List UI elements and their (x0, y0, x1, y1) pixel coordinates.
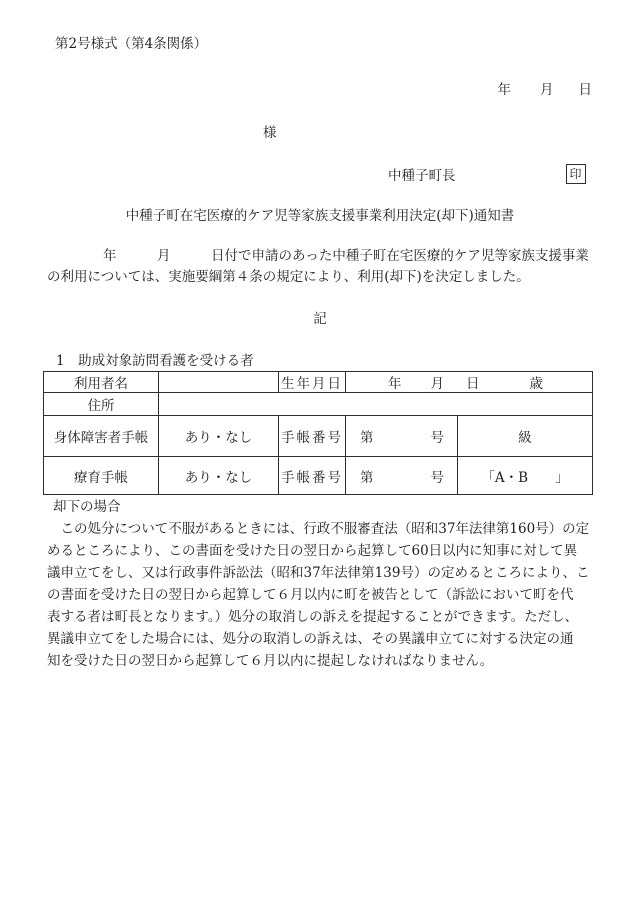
addressee-line (47, 126, 593, 140)
date-day-label: 日 (578, 82, 592, 98)
certificate-label-cell: 療育手帳 (44, 457, 159, 495)
table-row-address (44, 393, 593, 416)
date-line (47, 83, 593, 97)
rejection-line: の書面を受けた日の翌日から起算して６月以内に町を被告として（訴訟において町を代 (47, 587, 574, 603)
body-paragraph (47, 246, 593, 288)
rejection-line: 異議申立てをした場合には、処分の取消しの訴えは、その異議申立てに対する決定の通 (47, 631, 574, 647)
recipient-info-table (43, 371, 593, 495)
certificate-number-value-cell (346, 416, 458, 457)
have-options-cell: あり・なし (159, 416, 279, 457)
document-title: 中種子町在宅医療的ケア児等家族支援事業利用決定(却下)通知書 (125, 208, 515, 224)
number-suffix-label: 号 (430, 469, 444, 486)
certificate-number-label-cell: 手帳番号 (279, 416, 346, 457)
address-label-cell: 住所 (44, 393, 159, 416)
grade-cell: 「A・B 」 (458, 457, 593, 495)
rejection-paragraph (47, 518, 593, 672)
table-row-rehabilitation-certificate (44, 457, 593, 495)
birth-date-value-cell (346, 372, 593, 393)
mayor-title: 中種子町長 (388, 168, 456, 184)
date-month-label: 月 (540, 82, 554, 98)
number-prefix-label: 第 (360, 430, 374, 446)
birth-month-label: 月 (430, 376, 444, 392)
number-prefix-label: 第 (360, 469, 374, 486)
rejection-line: 表する者は町長となります。）処分の取消しの訴えを提起することができます。ただし、 (47, 609, 579, 625)
date-year-label: 年 (497, 82, 511, 98)
body-line: の利用については、実施要綱第４条の規定により、利用(却下)を決定しました。 (47, 269, 530, 285)
birth-date-label-cell: 生年月日 (279, 372, 346, 393)
form-number: 第2号様式（第4条関係） (55, 36, 208, 52)
certificate-label-cell: 身体障害者手帳 (44, 416, 159, 457)
have-options-cell: あり・なし (159, 457, 279, 495)
birth-day-label: 日 (466, 376, 480, 392)
rejection-line: めるところにより、この書面を受けた日の翌日から起算して60日以内に知事に対して異 (47, 543, 578, 559)
user-name-value-cell (159, 372, 279, 393)
table-row-user-name (44, 372, 593, 393)
rejection-case-heading: 却下の場合 (53, 499, 121, 515)
seal-box (566, 164, 586, 184)
seal-label: 印 (569, 167, 582, 181)
rejection-line: 議申立てをし、又は行政事件訴訟法（昭和37年法律第139号）の定めるところにより、こ (47, 565, 590, 581)
certificate-number-value-cell (346, 457, 458, 495)
body-line: 年 月 日付で申請のあった中種子町在宅医療的ケア児等家族支援事業 (103, 248, 589, 264)
grade-cell: 級 (458, 416, 593, 457)
rejection-line: 知を受けた日の翌日から起算して６月以内に提起しなければなりません。 (47, 653, 494, 669)
table-row-physical-disability-certificate (44, 416, 593, 457)
age-label: 歳 (529, 376, 543, 392)
certificate-number-label-cell: 手帳番号 (279, 457, 346, 495)
user-name-label-cell: 利用者名 (44, 372, 159, 393)
mayor-line (47, 164, 593, 184)
record-marker: 記 (313, 311, 327, 327)
addressee-honorific: 様 (263, 125, 277, 141)
address-value-cell (159, 393, 593, 416)
number-suffix-label: 号 (430, 430, 444, 446)
section-1-heading: 1 助成対象訪問看護を受ける者 (56, 353, 254, 369)
rejection-line: この処分について不服があるときには、行政不服審査法（昭和37年法律第160号）の定 (47, 521, 590, 537)
birth-year-label: 年 (388, 376, 402, 392)
